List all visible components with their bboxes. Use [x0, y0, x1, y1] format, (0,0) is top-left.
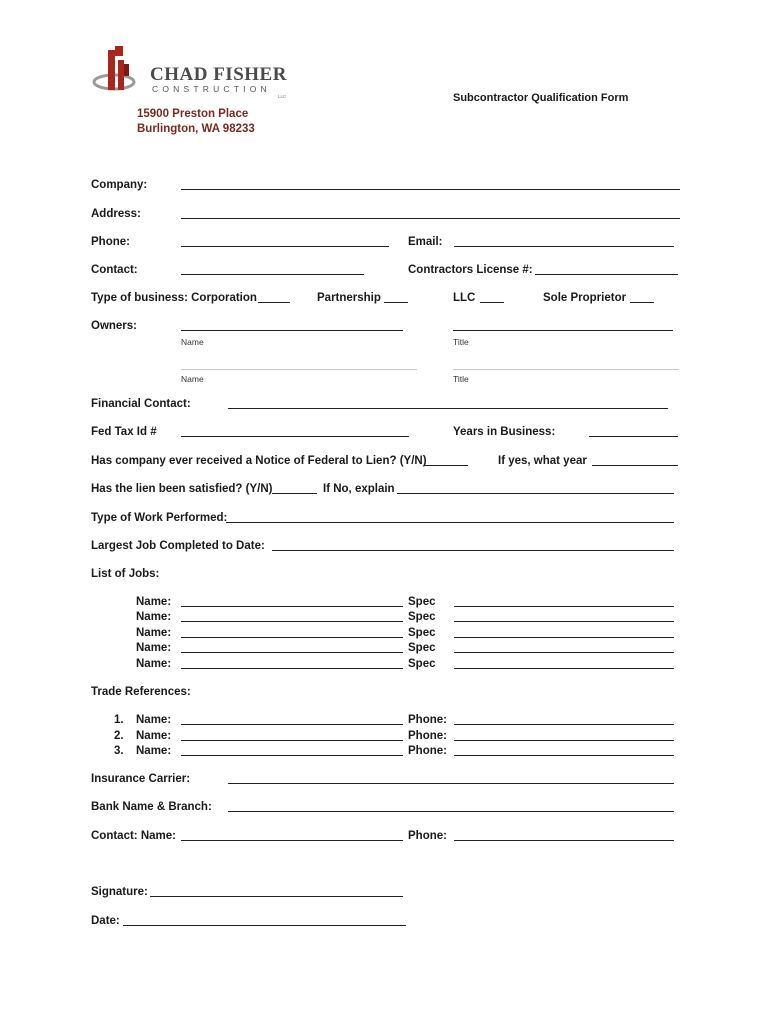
insurance-carrier-label: Insurance Carrier: — [91, 773, 191, 785]
sole-proprietor-label: Sole Proprietor — [543, 292, 627, 304]
if-yes-year-field[interactable] — [592, 465, 678, 466]
contact-field[interactable] — [181, 274, 364, 275]
job-1-spec-field[interactable] — [454, 606, 674, 607]
job-3-spec-label: Spec — [408, 627, 436, 639]
date-field[interactable] — [123, 925, 406, 926]
ref-3-name-field[interactable] — [181, 755, 403, 756]
company-field[interactable] — [181, 189, 680, 190]
ref-1-name-field[interactable] — [181, 724, 403, 725]
llc-label: LLC — [453, 292, 476, 304]
phone-label: Phone: — [91, 236, 130, 248]
ref-1-phone-field[interactable] — [454, 724, 674, 725]
owner-1-title-caption: Title — [453, 337, 469, 347]
ref-1-phone-label: Phone: — [408, 714, 447, 726]
owner-2-title-field[interactable] — [453, 369, 679, 370]
job-2-name-label: Name: — [136, 611, 172, 623]
largest-job-field[interactable] — [272, 550, 674, 551]
job-3-name-label: Name: — [136, 627, 172, 639]
insurance-carrier-field[interactable] — [228, 783, 674, 784]
form-title: Subcontractor Qualification Form — [453, 92, 629, 104]
owner-1-name-caption: Name — [181, 337, 204, 347]
owner-1-name-field[interactable] — [181, 330, 403, 331]
years-in-business-field[interactable] — [589, 436, 678, 437]
address-line-1: 15900 Preston Place — [137, 108, 249, 120]
email-label: Email: — [408, 236, 443, 248]
job-2-spec-label: Spec — [408, 611, 436, 623]
lien-satisfied-label: Has the lien been satisfied? (Y/N) — [91, 483, 273, 495]
signature-field[interactable] — [150, 896, 403, 897]
job-2-name-field[interactable] — [181, 621, 403, 622]
signature-label: Signature: — [91, 886, 148, 898]
financial-contact-label: Financial Contact: — [91, 398, 191, 410]
type-of-business-label: Type of business: Corporation — [91, 292, 257, 304]
list-of-jobs-label: List of Jobs: — [91, 568, 160, 580]
ref-2-number: 2. — [114, 730, 124, 742]
job-1-name-label: Name: — [136, 596, 172, 608]
contact-name-label: Contact: Name: — [91, 830, 176, 842]
lien-satisfied-field[interactable] — [272, 493, 317, 494]
contractors-license-field[interactable] — [535, 274, 678, 275]
ref-2-name-field[interactable] — [181, 740, 403, 741]
job-1-spec-label: Spec — [408, 596, 436, 608]
ref-3-phone-label: Phone: — [408, 745, 447, 757]
bank-name-branch-field[interactable] — [228, 811, 674, 812]
job-5-name-field[interactable] — [181, 668, 403, 669]
ref-3-name-label: Name: — [136, 745, 172, 757]
ref-3-phone-field[interactable] — [454, 755, 674, 756]
job-4-name-label: Name: — [136, 642, 172, 654]
if-no-explain-field[interactable] — [397, 493, 674, 494]
if-no-explain-label: If No, explain — [323, 483, 395, 495]
email-field[interactable] — [454, 246, 674, 247]
lien-notice-field[interactable] — [424, 465, 468, 466]
contact-phone-field[interactable] — [454, 840, 674, 841]
address-line-2: Burlington, WA 98233 — [137, 123, 255, 135]
logo-llc: LLC — [278, 94, 287, 99]
job-5-spec-field[interactable] — [454, 668, 674, 669]
trade-references-label: Trade References: — [91, 686, 191, 698]
owners-label: Owners: — [91, 320, 138, 332]
phone-field[interactable] — [181, 246, 389, 247]
job-4-name-field[interactable] — [181, 652, 403, 653]
date-label: Date: — [91, 915, 120, 927]
fed-tax-id-field[interactable] — [181, 436, 409, 437]
ref-1-number: 1. — [114, 714, 124, 726]
type-of-work-label: Type of Work Performed: — [91, 512, 228, 524]
sole-proprietor-field[interactable] — [630, 302, 654, 303]
owner-1-title-field[interactable] — [453, 330, 673, 331]
owner-2-title-caption: Title — [453, 374, 469, 384]
job-4-spec-label: Spec — [408, 642, 436, 654]
job-2-spec-field[interactable] — [454, 621, 674, 622]
job-4-spec-field[interactable] — [454, 652, 674, 653]
owner-2-name-field[interactable] — [181, 369, 417, 370]
partnership-label: Partnership — [317, 292, 381, 304]
job-5-name-label: Name: — [136, 658, 172, 670]
address-label: Address: — [91, 208, 141, 220]
logo-name: CHAD FISHER — [150, 64, 287, 85]
logo-subtitle: CONSTRUCTION — [152, 84, 271, 94]
address-field[interactable] — [181, 218, 680, 219]
logo-mark-icon — [92, 46, 152, 96]
type-of-work-field[interactable] — [226, 522, 674, 523]
contact-phone-label: Phone: — [408, 830, 447, 842]
fed-tax-id-label: Fed Tax Id # — [91, 426, 157, 438]
contractors-license-label: Contractors License #: — [408, 264, 533, 276]
largest-job-label: Largest Job Completed to Date: — [91, 540, 265, 552]
if-yes-year-label: If yes, what year — [498, 455, 587, 467]
years-in-business-label: Years in Business: — [453, 426, 556, 438]
corporation-field[interactable] — [258, 302, 290, 303]
ref-1-name-label: Name: — [136, 714, 172, 726]
contact-name-field[interactable] — [181, 840, 403, 841]
bank-name-branch-label: Bank Name & Branch: — [91, 801, 212, 813]
financial-contact-field[interactable] — [228, 408, 668, 409]
job-3-name-field[interactable] — [181, 637, 403, 638]
ref-2-phone-label: Phone: — [408, 730, 447, 742]
partnership-field[interactable] — [384, 302, 408, 303]
company-label: Company: — [91, 179, 148, 191]
contact-label: Contact: — [91, 264, 138, 276]
ref-2-phone-field[interactable] — [454, 740, 674, 741]
job-3-spec-field[interactable] — [454, 637, 674, 638]
job-1-name-field[interactable] — [181, 606, 403, 607]
company-logo — [92, 46, 292, 98]
llc-field[interactable] — [480, 302, 504, 303]
owner-2-name-caption: Name — [181, 374, 204, 384]
lien-notice-label: Has company ever received a Notice of Federal to Lien? (Y/N) — [91, 455, 427, 467]
job-5-spec-label: Spec — [408, 658, 436, 670]
ref-3-number: 3. — [114, 745, 124, 757]
ref-2-name-label: Name: — [136, 730, 172, 742]
